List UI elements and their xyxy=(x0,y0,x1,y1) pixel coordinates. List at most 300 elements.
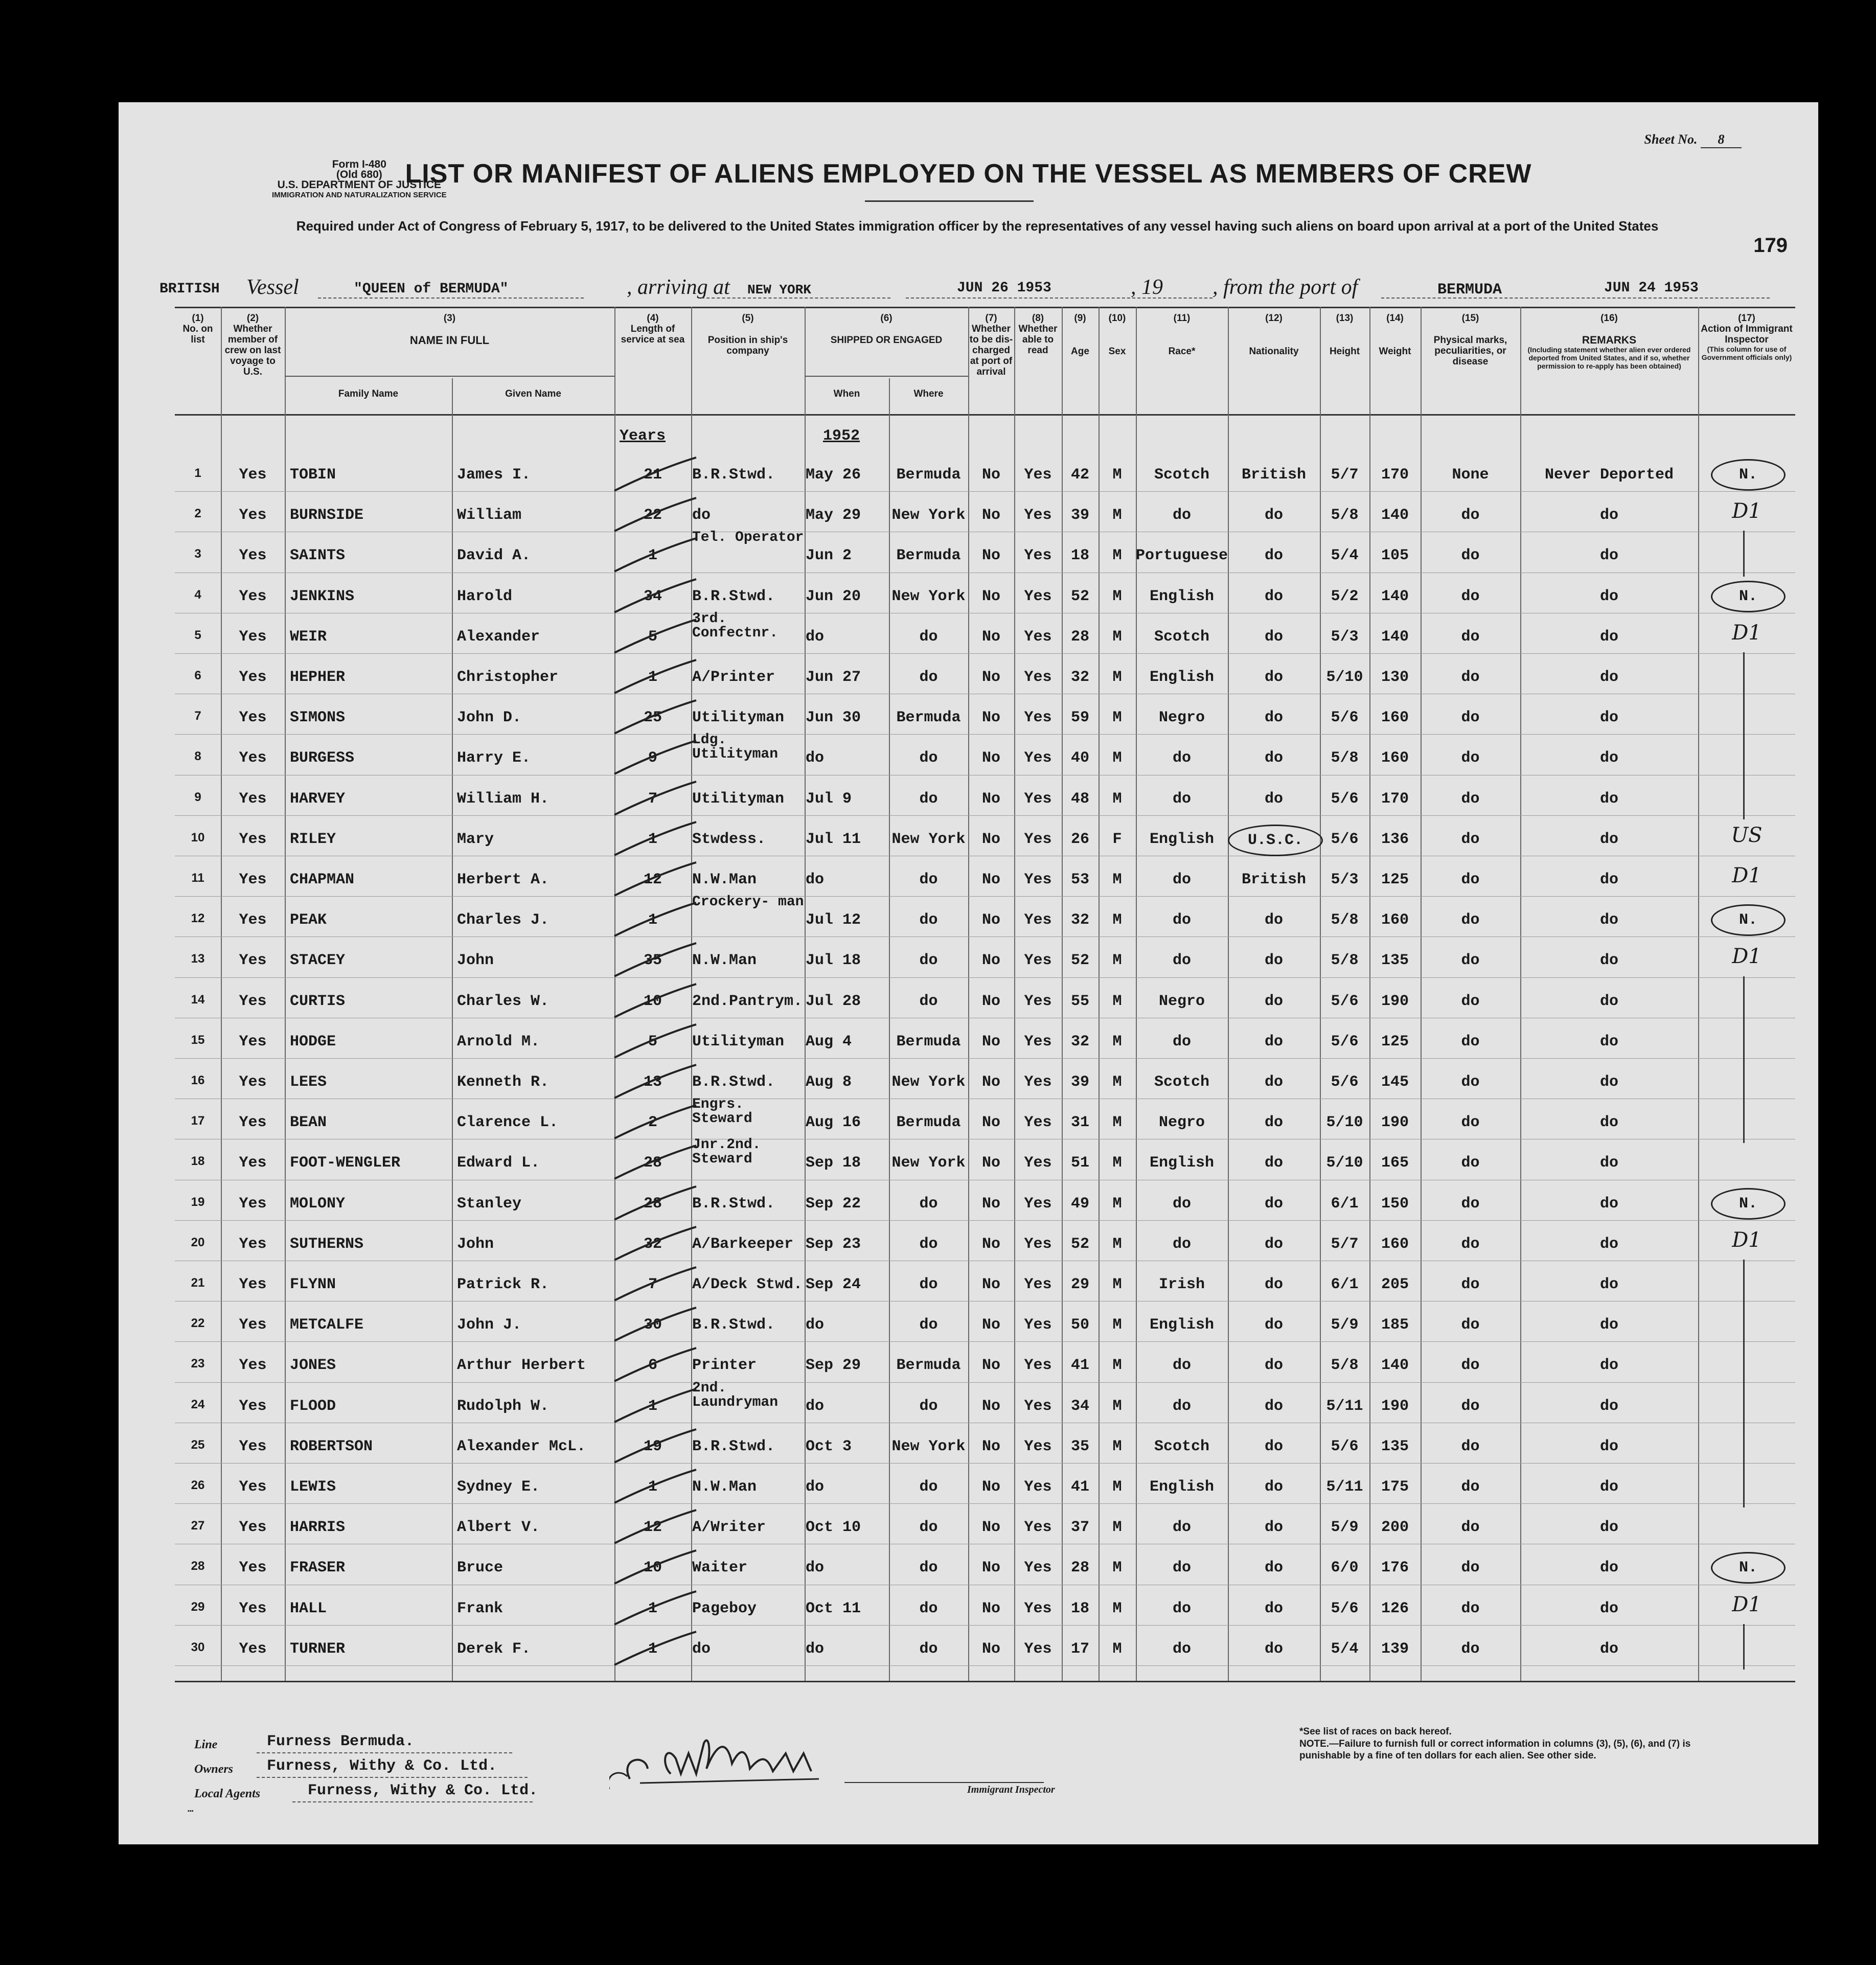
cell-where: Bermuda xyxy=(896,709,961,727)
cell-family: TOBIN xyxy=(290,466,336,484)
row-rule xyxy=(175,1341,1795,1342)
cell-service: 10 xyxy=(643,1559,662,1577)
cell-where: Bermuda xyxy=(896,1357,961,1375)
vessel-label: Vessel xyxy=(246,276,299,299)
arrival-date: JUN 26 1953 xyxy=(957,280,1051,296)
cell-nationality: do xyxy=(1264,790,1283,808)
cell-position: 2nd. Laundryman xyxy=(692,1380,779,1410)
cell-remarks: do xyxy=(1599,952,1618,970)
cell-prev: Yes xyxy=(239,952,267,970)
cell-remarks: do xyxy=(1599,709,1618,727)
cell-no: 26 xyxy=(191,1478,205,1492)
cell-no: 25 xyxy=(191,1437,205,1452)
cell-where: Bermuda xyxy=(896,547,961,565)
cell-position: N.W.Man xyxy=(692,1478,757,1496)
row-rule xyxy=(175,936,1795,937)
service-check-mark xyxy=(604,1467,701,1508)
cell-height: 5/8 xyxy=(1331,952,1359,970)
cell-weight: 139 xyxy=(1381,1640,1409,1658)
cell-given: Frank xyxy=(457,1600,504,1617)
cell-sex: M xyxy=(1112,466,1122,484)
table-row xyxy=(175,1022,1795,1062)
service-check-mark xyxy=(604,860,701,901)
cell-weight: 135 xyxy=(1381,952,1409,970)
cell-remarks: do xyxy=(1599,1478,1618,1496)
cell-service: 21 xyxy=(643,466,662,484)
departure-date: JUN 24 1953 xyxy=(1604,280,1699,296)
cell-marks: do xyxy=(1461,1154,1480,1172)
table-row xyxy=(175,610,1795,657)
cell-remarks: do xyxy=(1599,1437,1618,1455)
cell-height: 5/6 xyxy=(1331,830,1359,848)
cell-weight: 176 xyxy=(1381,1559,1409,1577)
cell-discharged: No xyxy=(981,1640,1000,1658)
from-port: BERMUDA xyxy=(1437,281,1502,299)
shipped-subheader-rule xyxy=(805,376,968,377)
cell-prev: Yes xyxy=(239,992,267,1010)
cell-weight: 160 xyxy=(1381,749,1409,767)
cell-when: Jun 2 xyxy=(806,547,852,565)
cell-where: New York xyxy=(891,1154,966,1172)
cell-age: 32 xyxy=(1070,1033,1089,1050)
cell-height: 5/4 xyxy=(1331,547,1359,565)
cell-discharged: No xyxy=(981,1437,1000,1455)
cell-no: 24 xyxy=(191,1397,205,1411)
cell-sex: M xyxy=(1112,1437,1122,1455)
cell-age: 41 xyxy=(1070,1357,1089,1375)
cell-marks: do xyxy=(1461,1195,1480,1213)
cell-read: Yes xyxy=(1024,466,1052,484)
cell-read: Yes xyxy=(1024,1600,1052,1617)
cell-weight: 205 xyxy=(1381,1276,1409,1293)
cell-family: FLOOD xyxy=(290,1397,336,1415)
cell-no: 17 xyxy=(191,1114,205,1128)
cell-sex: M xyxy=(1112,628,1122,646)
cell-when: May 29 xyxy=(806,507,861,524)
cell-service: 9 xyxy=(648,749,657,767)
service-check-mark xyxy=(604,1184,701,1225)
cell-given: Sydney E. xyxy=(457,1478,540,1496)
service-check-mark xyxy=(604,819,701,860)
cell-where: do xyxy=(919,1600,938,1617)
cell-height: 5/8 xyxy=(1331,507,1359,524)
cell-age: 42 xyxy=(1070,466,1089,484)
cell-given: John J. xyxy=(457,1316,522,1334)
cell-race: Portuguese xyxy=(1136,547,1228,565)
sheet-value: 8 xyxy=(1701,132,1742,148)
cell-action: D1 xyxy=(1732,864,1761,887)
cell-read: Yes xyxy=(1024,1640,1052,1658)
cell-nationality: do xyxy=(1264,1357,1283,1375)
service-check-mark xyxy=(604,1548,701,1589)
cell-discharged: No xyxy=(981,830,1000,848)
cell-position: Jnr.2nd. Steward xyxy=(692,1137,761,1168)
cell-position: Pageboy xyxy=(692,1600,757,1617)
cell-family: MOLONY xyxy=(290,1195,346,1213)
cell-marks: do xyxy=(1461,587,1480,605)
cell-prev: Yes xyxy=(239,1640,267,1658)
cell-race: Scotch xyxy=(1154,466,1210,484)
cell-where: do xyxy=(919,790,938,808)
cell-no: 8 xyxy=(194,749,201,764)
cell-remarks: do xyxy=(1599,1519,1618,1537)
cell-weight: 190 xyxy=(1381,992,1409,1010)
cell-weight: 165 xyxy=(1381,1154,1409,1172)
signature-line xyxy=(844,1782,1044,1783)
cell-when: do xyxy=(806,1397,825,1415)
cell-remarks: do xyxy=(1599,628,1618,646)
cell-family: TURNER xyxy=(290,1640,346,1658)
cell-marks: do xyxy=(1461,547,1480,565)
cell-service: 1 xyxy=(648,1478,657,1496)
cell-given: Rudolph W. xyxy=(457,1397,550,1415)
cell-given: Kenneth R. xyxy=(457,1073,550,1091)
cell-nationality: do xyxy=(1264,547,1283,565)
cell-weight: 190 xyxy=(1381,1397,1409,1415)
cell-when: Sep 22 xyxy=(806,1195,861,1213)
cell-position: N.W.Man xyxy=(692,952,757,970)
cell-given: John xyxy=(457,1235,494,1253)
cell-height: 6/1 xyxy=(1331,1276,1359,1293)
service-check-mark xyxy=(604,1224,701,1265)
cell-read: Yes xyxy=(1024,1235,1052,1253)
cell-family: RILEY xyxy=(290,830,336,848)
cell-discharged: No xyxy=(981,1397,1000,1415)
cell-family: BURNSIDE xyxy=(290,507,364,524)
cell-age: 32 xyxy=(1070,669,1089,686)
cell-discharged: No xyxy=(981,1276,1000,1293)
cell-read: Yes xyxy=(1024,992,1052,1010)
cell-position: Engrs. Steward xyxy=(692,1096,752,1127)
row-rule xyxy=(175,491,1795,492)
cell-prev: Yes xyxy=(239,1033,267,1050)
cell-read: Yes xyxy=(1024,507,1052,524)
cell-when: Oct 11 xyxy=(806,1600,861,1617)
cell-family: BURGESS xyxy=(290,749,355,767)
cell-no: 5 xyxy=(194,628,201,642)
cell-given: Harold xyxy=(457,587,513,605)
cell-weight: 125 xyxy=(1381,1033,1409,1050)
cell-service: 7 xyxy=(648,790,657,808)
service: IMMIGRATION AND NATURALIZATION SERVICE xyxy=(272,191,447,199)
cell-when: Sep 18 xyxy=(806,1154,861,1172)
cell-no: 13 xyxy=(191,952,205,966)
cell-weight: 170 xyxy=(1381,790,1409,808)
table-row xyxy=(175,1629,1795,1670)
cell-no: 19 xyxy=(191,1195,205,1209)
service-check-mark xyxy=(604,1062,701,1103)
cell-given: Edward L. xyxy=(457,1154,540,1172)
cell-sex: M xyxy=(1112,1559,1122,1577)
cell-height: 5/7 xyxy=(1331,1235,1359,1253)
cell-sex: M xyxy=(1112,587,1122,605)
cell-when: do xyxy=(806,1478,825,1496)
cell-sex: M xyxy=(1112,1600,1122,1617)
cell-marks: do xyxy=(1461,1478,1480,1496)
header-col9: (9) Age xyxy=(1071,313,1089,357)
cell-race: English xyxy=(1149,830,1215,848)
cell-position: B.R.Stwd. xyxy=(692,1195,775,1213)
table-row xyxy=(175,495,1795,536)
cell-read: Yes xyxy=(1024,1316,1052,1334)
cell-where: New York xyxy=(891,1437,966,1455)
row-rule xyxy=(175,1503,1795,1504)
cell-age: 31 xyxy=(1070,1114,1089,1132)
table-row xyxy=(175,1062,1795,1103)
cell-marks: do xyxy=(1461,669,1480,686)
cell-nationality: do xyxy=(1264,1519,1283,1537)
cell-discharged: No xyxy=(981,628,1000,646)
cell-no: 30 xyxy=(191,1640,205,1654)
cell-race: do xyxy=(1172,1033,1191,1050)
cell-given: Alexander McL. xyxy=(457,1437,586,1455)
cell-discharged: No xyxy=(981,1478,1000,1496)
cell-weight: 170 xyxy=(1381,466,1409,484)
cell-age: 49 xyxy=(1070,1195,1089,1213)
year-label: , 19 xyxy=(1131,276,1163,299)
cell-when: Jun 20 xyxy=(806,587,861,605)
header-col10: (10) Sex xyxy=(1108,313,1126,357)
cell-sex: M xyxy=(1112,871,1122,888)
cell-no: 4 xyxy=(194,587,201,602)
cell-marks: do xyxy=(1461,911,1480,929)
cell-service: 1 xyxy=(648,830,657,848)
header-bottom-rule xyxy=(175,414,1795,416)
cell-family: FOOT-WENGLER xyxy=(290,1154,401,1172)
cell-weight: 140 xyxy=(1381,1357,1409,1375)
cell-race: English xyxy=(1149,1154,1215,1172)
cell-read: Yes xyxy=(1024,1073,1052,1091)
cell-marks: do xyxy=(1461,992,1480,1010)
form-old-number: (Old 680) xyxy=(336,169,382,180)
cell-remarks: do xyxy=(1599,1073,1618,1091)
service-check-mark xyxy=(604,1022,701,1063)
cell-nationality: do xyxy=(1264,669,1283,686)
cell-race: do xyxy=(1172,1519,1191,1537)
cell-sex: M xyxy=(1112,1397,1122,1415)
cell-marks: do xyxy=(1461,830,1480,848)
cell-discharged: No xyxy=(981,1316,1000,1334)
cell-given: Stanley xyxy=(457,1195,522,1213)
cell-race: do xyxy=(1172,1235,1191,1253)
cell-where: New York xyxy=(891,830,966,848)
cell-marks: do xyxy=(1461,749,1480,767)
cell-where: do xyxy=(919,1640,938,1658)
cell-service: 35 xyxy=(643,952,662,970)
cell-read: Yes xyxy=(1024,830,1052,848)
cell-nationality: British xyxy=(1241,871,1307,888)
service-check-mark xyxy=(604,495,701,536)
cell-service: 13 xyxy=(643,1073,662,1091)
cell-nationality: do xyxy=(1264,507,1283,524)
cell-sex: M xyxy=(1112,911,1122,929)
cell-race: do xyxy=(1172,952,1191,970)
cell-where: do xyxy=(919,669,938,686)
cell-family: STACEY xyxy=(290,952,346,970)
cell-when: do xyxy=(806,1559,825,1577)
row-rule xyxy=(175,1463,1795,1464)
cell-action: D1 xyxy=(1732,945,1761,969)
cell-age: 52 xyxy=(1070,952,1089,970)
header-col2: (2) Whether member of crew on last voyage to U.S. xyxy=(224,313,281,377)
cell-height: 5/6 xyxy=(1331,709,1359,727)
cell-age: 18 xyxy=(1070,1600,1089,1617)
cell-prev: Yes xyxy=(239,628,267,646)
agents-value: Furness, Withy & Co. Ltd. xyxy=(308,1782,538,1799)
cell-when: do xyxy=(806,1640,825,1658)
cell-remarks: do xyxy=(1599,1195,1618,1213)
cell-given: William xyxy=(457,507,522,524)
dotted-underline xyxy=(906,298,1212,299)
cell-marks: do xyxy=(1461,1033,1480,1050)
inspector-tick-line xyxy=(1743,1624,1745,1670)
cell-when: Oct 3 xyxy=(806,1437,852,1455)
service-check-mark xyxy=(604,1507,701,1548)
cell-given: Herbert A. xyxy=(457,871,550,888)
cell-when: do xyxy=(806,628,825,646)
cell-no: 23 xyxy=(191,1357,205,1371)
cell-height: 5/4 xyxy=(1331,1640,1359,1658)
cell-nationality: do xyxy=(1264,1235,1283,1253)
cell-nationality: U.S.C. xyxy=(1228,825,1323,856)
cell-remarks: do xyxy=(1599,1397,1618,1415)
cell-family: FRASER xyxy=(290,1559,346,1577)
header-col8: (8) Whether able to read xyxy=(1018,313,1058,356)
cell-family: HEPHER xyxy=(290,669,346,686)
cell-age: 52 xyxy=(1070,587,1089,605)
manifest-sheet xyxy=(119,102,1818,1844)
cell-remarks: do xyxy=(1599,871,1618,888)
cell-position: Utilityman xyxy=(692,1033,785,1050)
cell-family: SUTHERNS xyxy=(290,1235,364,1253)
service-check-mark xyxy=(604,1589,701,1630)
table-row xyxy=(175,894,1795,941)
cell-no: 27 xyxy=(191,1519,205,1533)
cell-marks: do xyxy=(1461,628,1480,646)
table-row xyxy=(175,732,1795,779)
cell-read: Yes xyxy=(1024,911,1052,929)
cell-sex: M xyxy=(1112,1357,1122,1375)
header-family-name: Family Name xyxy=(338,389,399,399)
cell-remarks: do xyxy=(1599,547,1618,565)
dotted-underline xyxy=(292,1801,533,1802)
row-rule xyxy=(175,1220,1795,1221)
cell-sex: M xyxy=(1112,952,1122,970)
cell-discharged: No xyxy=(981,790,1000,808)
cell-marks: do xyxy=(1461,1073,1480,1091)
cell-marks: do xyxy=(1461,1559,1480,1577)
cell-sex: M xyxy=(1112,709,1122,727)
cell-height: 5/9 xyxy=(1331,1316,1359,1334)
cell-prev: Yes xyxy=(239,790,267,808)
cell-when: Jul 28 xyxy=(806,992,861,1010)
cell-age: 29 xyxy=(1070,1276,1089,1293)
cell-service: 34 xyxy=(643,587,662,605)
cell-where: do xyxy=(919,628,938,646)
table-row xyxy=(175,779,1795,819)
cell-race: do xyxy=(1172,1357,1191,1375)
cell-sex: M xyxy=(1112,1114,1122,1132)
cell-race: do xyxy=(1172,1600,1191,1617)
cell-nationality: do xyxy=(1264,587,1283,605)
cell-read: Yes xyxy=(1024,709,1052,727)
cell-position: Crockery- man xyxy=(692,894,804,910)
cell-service: 7 xyxy=(648,1276,657,1293)
service-check-mark xyxy=(604,1345,701,1386)
cell-prev: Yes xyxy=(239,871,267,888)
year-subheader: 1952 xyxy=(823,427,860,445)
cell-service: 28 xyxy=(643,1154,662,1172)
cell-discharged: No xyxy=(981,1235,1000,1253)
service-check-mark xyxy=(604,738,701,779)
cell-race: English xyxy=(1149,669,1215,686)
cell-read: Yes xyxy=(1024,669,1052,686)
cell-service: 25 xyxy=(643,709,662,727)
cell-race: do xyxy=(1172,749,1191,767)
cell-height: 5/2 xyxy=(1331,587,1359,605)
sheet-label: Sheet No. xyxy=(1644,132,1698,147)
cell-service: 1 xyxy=(648,1640,657,1658)
arriving-label: , arriving at xyxy=(627,276,730,299)
cell-nationality: do xyxy=(1264,911,1283,929)
inspector-label: Immigrant Inspector xyxy=(967,1784,1055,1795)
cell-read: Yes xyxy=(1024,1357,1052,1375)
cell-nationality: do xyxy=(1264,628,1283,646)
cell-service: 12 xyxy=(643,1519,662,1537)
cell-given: Clarence L. xyxy=(457,1114,559,1132)
cell-where: do xyxy=(919,871,938,888)
cell-age: 28 xyxy=(1070,628,1089,646)
cell-where: New York xyxy=(891,587,966,605)
cell-age: 17 xyxy=(1070,1640,1089,1658)
cell-weight: 185 xyxy=(1381,1316,1409,1334)
cell-weight: 190 xyxy=(1381,1114,1409,1132)
cell-given: Derek F. xyxy=(457,1640,531,1658)
cell-action: D1 xyxy=(1732,1228,1761,1252)
cell-given: Mary xyxy=(457,830,494,848)
cell-weight: 126 xyxy=(1381,1600,1409,1617)
header-col1: (1) No. on list xyxy=(182,313,213,345)
cell-when: do xyxy=(806,871,825,888)
cell-no: 18 xyxy=(191,1154,205,1169)
line-value: Furness Bermuda. xyxy=(267,1733,415,1750)
table-row xyxy=(175,1184,1795,1224)
table-row xyxy=(175,530,1795,576)
cell-prev: Yes xyxy=(239,1357,267,1375)
header-col15: (15) Physical marks, peculiarities, or disease xyxy=(1433,313,1507,367)
vessel-name: "QUEEN of BERMUDA" xyxy=(354,281,509,297)
cell-no: 15 xyxy=(191,1033,205,1047)
cell-when: Jul 11 xyxy=(806,830,861,848)
cell-no: 10 xyxy=(191,830,205,844)
row-rule xyxy=(175,815,1795,816)
cell-position: B.R.Stwd. xyxy=(692,1073,775,1091)
table-row xyxy=(175,1380,1795,1427)
cell-action: D1 xyxy=(1732,621,1761,645)
cell-prev: Yes xyxy=(239,1519,267,1537)
cell-height: 5/10 xyxy=(1326,1154,1363,1172)
cell-position: Tel. Operator xyxy=(692,530,804,546)
service-check-mark xyxy=(604,1305,701,1346)
form-number: Form I-480 xyxy=(332,158,386,170)
cell-where: New York xyxy=(891,1073,966,1091)
cell-no: 21 xyxy=(191,1276,205,1290)
cell-service: 6 xyxy=(648,1357,657,1375)
cell-family: HODGE xyxy=(290,1033,336,1050)
cell-height: 5/6 xyxy=(1331,1600,1359,1617)
cell-sex: M xyxy=(1112,507,1122,524)
cell-remarks: do xyxy=(1599,1600,1618,1617)
